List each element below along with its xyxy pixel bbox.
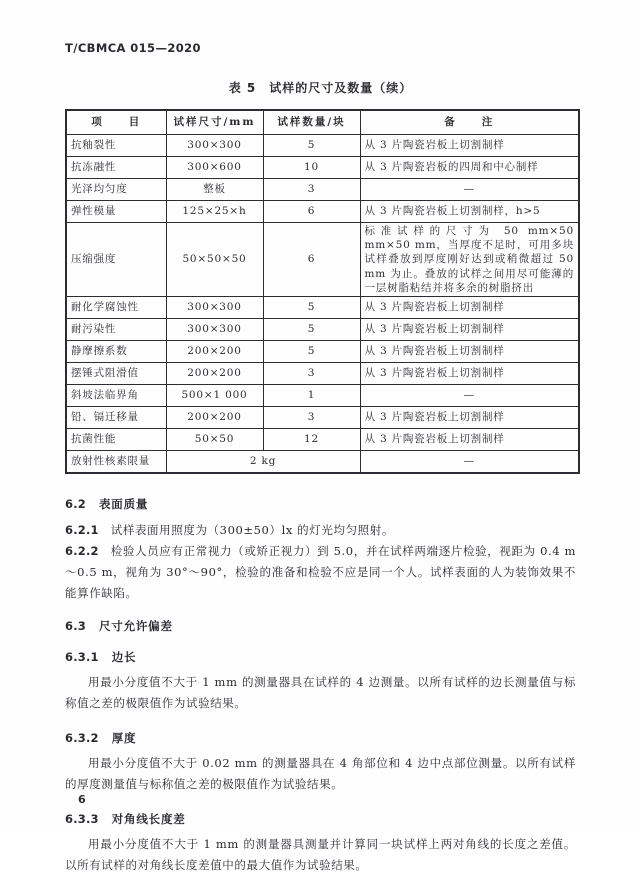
table-title: 表 5 试样的尺寸及数量（续） [228,81,413,95]
cell-qty: 5 [263,340,360,362]
cell-item: 压缩强度 [66,223,166,297]
clause-6-3-3-text: 用最小分度值不大于 1 mm 的测量器具测量并计算同一块试样上两对角线的长度之差值。以所有试样的对角线长度差值中的最大值作为试验结果。 [65,836,576,873]
clause-6-3-1-text: 用最小分度值不大于 1 mm 的测量器具在试样的 4 边测量。以所有试样的边长测量值与标称值之差的极限值作为试验结果。 [65,674,576,711]
cell-item: 耐污染性 [66,318,166,340]
col-header-size: 试样尺寸/mm [166,110,263,135]
cell-note: 从 3 片陶瓷岩板上切割制样 [360,135,579,157]
clause-text: 检验人员应有正常视力（或矫正视力）到 5.0，并在试样两端逐片检验，视距为 0.4 m～0.5 m，视角为 30°～90°，检验的准备和检验不应是同一个人。试样表面的人为装饰效果不能算作缺陷。 [65,543,576,600]
col-header-note: 备 注 [360,110,579,135]
cell-size: 50×50 [166,428,263,450]
page-number: 6 [78,793,86,806]
section-title: 表面质量 [98,496,149,511]
cell-item: 光泽均匀度 [66,179,166,201]
cell-qty: 6 [263,201,360,223]
cell-size: 200×200 [166,406,263,428]
cell-qty: 5 [263,135,360,157]
col-header-item: 项 目 [66,110,166,135]
table-row [66,340,579,362]
cell-qty: 3 [263,362,360,384]
cell-size: 200×200 [166,340,263,362]
cell-qty: 6 [263,223,360,297]
cell-note: 从 3 片陶瓷岩板的四周和中心制样 [360,157,579,179]
cell-size: 125×25×h [166,201,263,223]
clause-6-2-2 [65,541,576,604]
clause-number: 6.2.1 [65,522,99,537]
section-title: 边长 [111,649,137,664]
cell-qty: 1 [263,384,360,406]
section-number: 6.3.1 [65,649,99,664]
section-heading-6-3-2 [65,730,576,746]
cell-item: 放射性核素限量 [66,450,166,473]
cell-note: — [360,179,579,201]
cell-size: 200×200 [166,362,263,384]
section-heading-6-3 [65,618,576,634]
cell-qty: 5 [263,296,360,318]
cell-size: 300×300 [166,296,263,318]
cell-size: 300×600 [166,157,263,179]
section-heading-6-3-3 [65,811,576,827]
cell-item: 静摩擦系数 [66,340,166,362]
cell-qty: 10 [263,157,360,179]
table-row [66,223,579,297]
table-row [66,362,579,384]
cell-item: 弹性模量 [66,201,166,223]
table-row [66,450,579,473]
cell-item: 抗釉裂性 [66,135,166,157]
section-heading-6-3-1 [65,649,576,665]
section-title: 厚度 [111,730,137,745]
cell-size-qty-merged: 2 kg [166,450,360,473]
section-title: 对角线长度差 [111,811,186,826]
cell-size: 500×1 000 [166,384,263,406]
section-number: 6.3.3 [65,811,99,826]
cell-size: 300×300 [166,135,263,157]
clause-number: 6.2.2 [65,543,99,558]
table-row [66,384,579,406]
table-row [66,296,579,318]
cell-note: 从 3 片陶瓷岩板上切割制样 [360,428,579,450]
cell-item: 耐化学腐蚀性 [66,296,166,318]
cell-note: 标准试样的尺寸为 50 mm×50 mm×50 mm，当厚度不足时，可用多块试样叠放到厚度刚好达到或稍微超过 50 mm 为止。叠放的试样之间用尽可能薄的一层树脂粘结并将多余的树脂挤出 [360,223,579,297]
col-header-qty: 试样数量/块 [263,110,360,135]
section-heading-6-2 [65,496,576,512]
cell-qty: 12 [263,428,360,450]
cell-note: — [360,450,579,473]
table-row [66,428,579,450]
clause-6-3-2-text: 用最小分度值不大于 0.02 mm 的测量器具在 4 角部位和 4 边中点部位测量。以所有试样的厚度测量值与标称值之差的极限值作为试验结果。 [65,755,576,792]
section-number: 6.3 [65,618,86,633]
cell-note: 从 3 片陶瓷岩板上切割制样 [360,362,579,384]
cell-note: 从 3 片陶瓷岩板上切割制样 [360,340,579,362]
table-row [66,406,579,428]
table-header-row [66,110,579,135]
cell-item: 铅、镉迁移量 [66,406,166,428]
cell-item: 摆锤式阻滑值 [66,362,166,384]
cell-note: 从 3 片陶瓷岩板上切割制样，h>5 [360,201,579,223]
cell-item: 抗冻融性 [66,157,166,179]
cell-size: 50×50×50 [166,223,263,297]
table-row [66,179,579,201]
cell-item: 斜坡法临界角 [66,384,166,406]
section-title: 尺寸允许偏差 [98,618,173,633]
doc-code: T/CBMCA 015—2020 [65,41,201,55]
section-number: 6.2 [65,496,86,511]
cell-note: 从 3 片陶瓷岩板上切割制样 [360,318,579,340]
cell-qty: 5 [263,318,360,340]
table-row [66,135,579,157]
section-number: 6.3.2 [65,730,99,745]
cell-note: — [360,384,579,406]
table-row [66,157,579,179]
cell-size: 整板 [166,179,263,201]
cell-item: 抗菌性能 [66,428,166,450]
cell-qty: 3 [263,406,360,428]
table-row [66,201,579,223]
clause-6-2-1 [65,520,576,541]
cell-qty: 3 [263,179,360,201]
cell-note: 从 3 片陶瓷岩板上切割制样 [360,406,579,428]
cell-note: 从 3 片陶瓷岩板上切割制样 [360,296,579,318]
cell-size: 300×300 [166,318,263,340]
specimen-size-table [65,109,580,474]
table-row [66,318,579,340]
clause-text: 试样表面用照度为（300±50）lx 的灯光均匀照射。 [110,522,394,537]
